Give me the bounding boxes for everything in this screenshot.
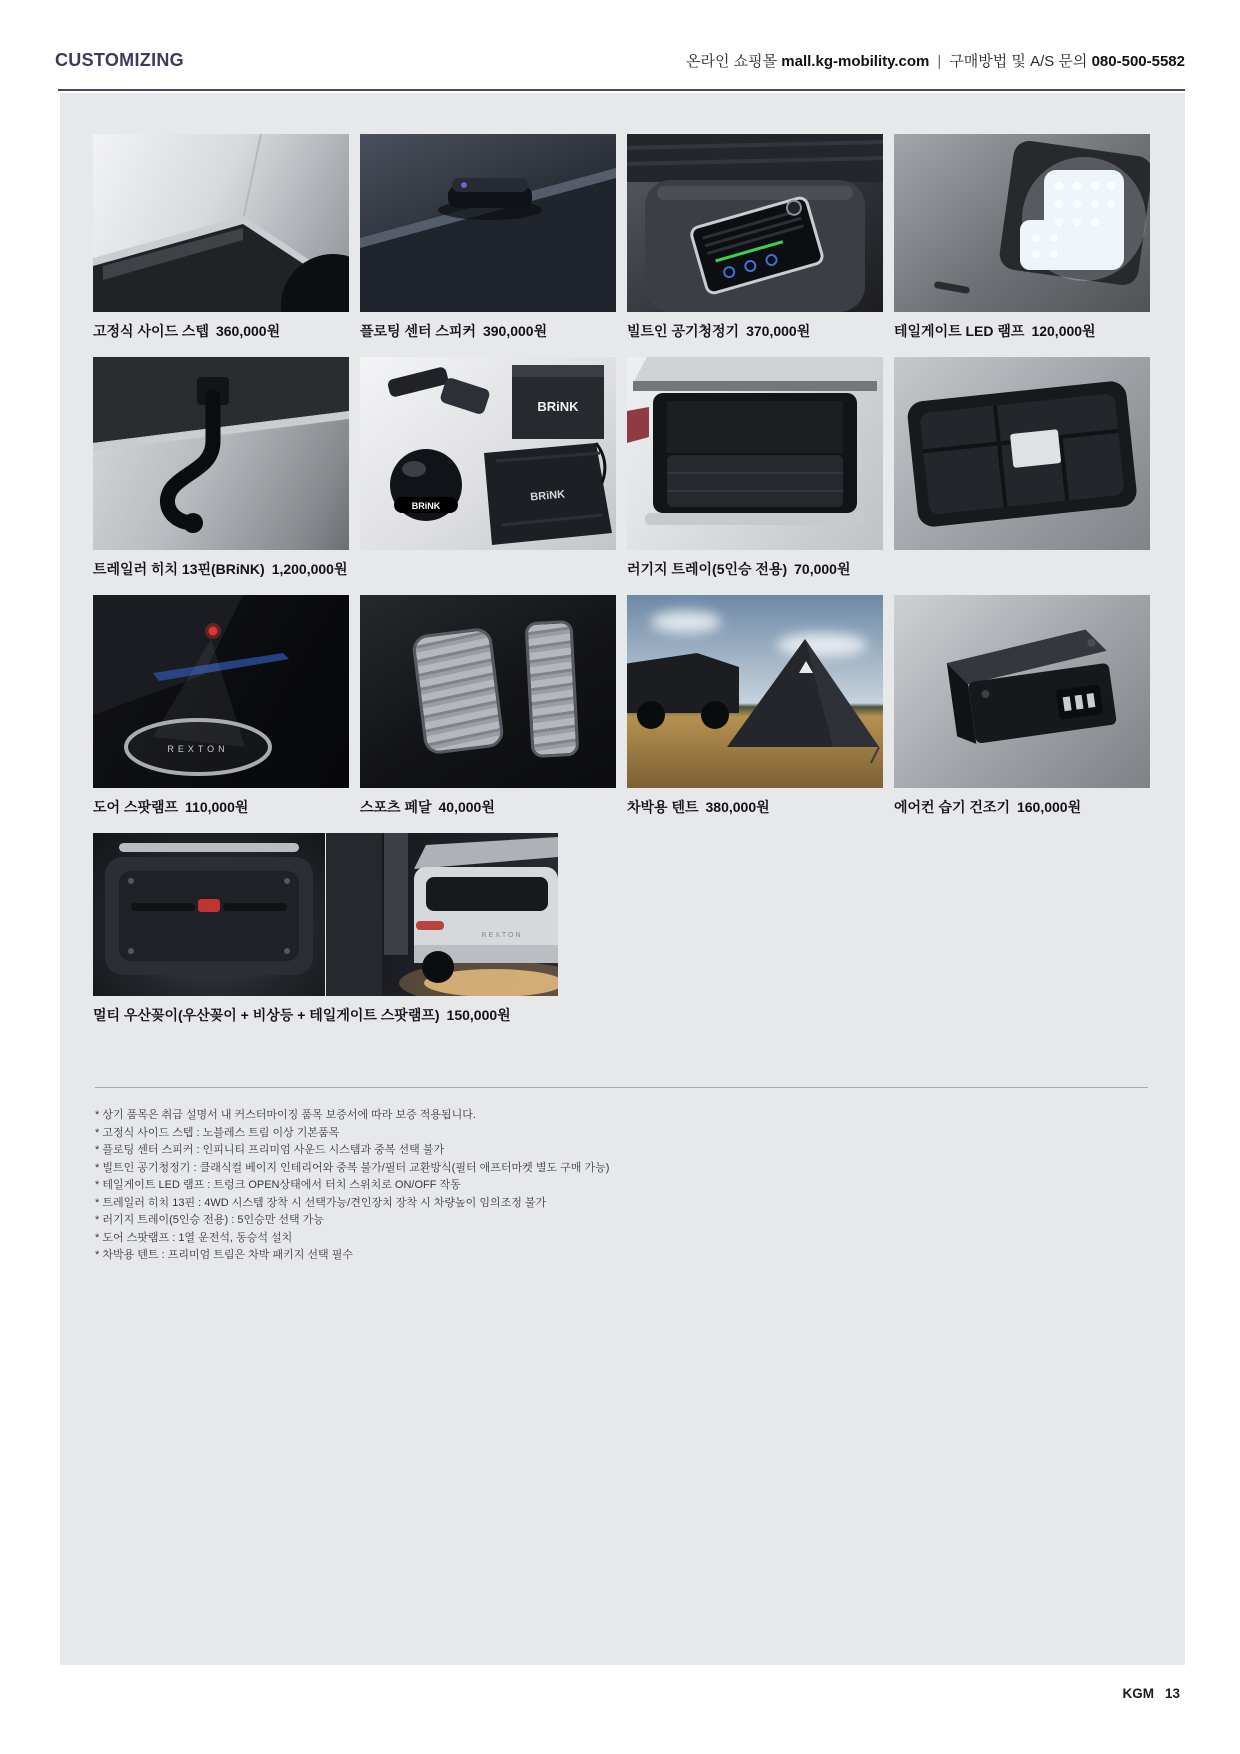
brand-label: KGM (1122, 1686, 1154, 1701)
page-header (55, 50, 1185, 71)
product-caption (93, 797, 349, 817)
brink-ball-logo: BRiNK (411, 501, 441, 511)
product-photo-side-step (93, 134, 349, 312)
product-card (627, 595, 883, 833)
product-caption (93, 1005, 511, 1025)
product-caption (627, 559, 1150, 579)
product-card (360, 134, 616, 357)
tent-illustration (627, 595, 883, 788)
product-row-4 (93, 833, 1185, 996)
product-name: 트레일러 히치 13핀(BRiNK) (93, 561, 265, 577)
umbrella-holder-illustration (93, 833, 325, 996)
product-photo-sport-pedals (360, 595, 616, 788)
product-card (360, 595, 616, 833)
product-row-1 (93, 134, 1185, 357)
product-caption (360, 321, 616, 341)
product-caption (894, 321, 1150, 341)
product-photo-air-purifier (627, 134, 883, 312)
product-card (93, 595, 349, 833)
led-lamp-illustration (894, 134, 1150, 312)
product-name: 차박용 텐트 (627, 799, 699, 815)
product-row-3 (93, 595, 1185, 833)
footnote-line: * 상기 품목은 취급 설명서 내 커스터마이징 품목 보증서에 따라 보증 적용됩니다. (95, 1109, 476, 1121)
product-price: 370,000원 (746, 323, 811, 339)
footnote-line: * 고정식 사이드 스텝 : 노블레스 트림 이상 기본품목 (95, 1126, 340, 1139)
product-name: 스포츠 페달 (360, 799, 432, 815)
content-panel (60, 93, 1185, 1665)
product-card (93, 134, 349, 357)
product-photo-brink-hitch-parts (360, 357, 616, 550)
product-price: 390,000원 (482, 323, 548, 339)
product-photo-luggage-tray-closeup (894, 357, 1150, 550)
separator: | (937, 53, 942, 70)
door-spot-lamp-illustration (93, 595, 349, 788)
product-name: 빌트인 공기청정기 (627, 323, 740, 339)
contact-phone: 080-500-5582 (1091, 53, 1185, 70)
footnote-line: * 플로팅 센터 스피커 : 인피니티 프리미엄 사운드 시스템과 중복 선택 불가 (95, 1144, 445, 1156)
product-caption (93, 321, 349, 341)
product-price: 120,000원 (1031, 323, 1096, 339)
product-row-2 (93, 357, 1185, 550)
product-caption (360, 797, 616, 817)
product-price: 70,000원 (794, 561, 851, 577)
product-name: 도어 스팟램프 (93, 799, 179, 815)
product-card (894, 595, 1150, 833)
product-row-2-captions (93, 550, 1185, 595)
product-photo-tailgate-spot-lamp (326, 833, 558, 996)
product-price: 40,000원 (438, 799, 495, 815)
brake-pedal-shape (411, 627, 505, 756)
footnote-line: * 테일게이트 LED 램프 : 트렁크 OPEN상태에서 터치 스위치로 ON/OFF 작동 (95, 1179, 461, 1191)
header-contact-line (686, 50, 1185, 71)
product-price: 150,000원 (446, 1007, 511, 1023)
tailgate-night-illustration (326, 833, 558, 996)
product-card (894, 134, 1150, 357)
contact-label: 구매방법 및 A/S 문의 (949, 53, 1092, 70)
product-price: 360,000원 (215, 323, 281, 339)
shop-url: mall.kg-mobility.com (781, 53, 930, 70)
product-price: 1,200,000원 (271, 561, 348, 577)
dryer-module-illustration (894, 595, 1150, 788)
air-purifier-illustration (627, 134, 883, 312)
product-photo-luggage-tray-trunk (627, 357, 883, 550)
product-caption (627, 797, 883, 817)
product-name: 플로팅 센터 스피커 (360, 323, 476, 339)
trailer-hitch-illustration (93, 357, 349, 550)
side-step-illustration (93, 134, 349, 312)
notes-divider (95, 1087, 1148, 1088)
brink-box-logo: BRiNK (537, 399, 579, 414)
product-name: 에어컨 습기 건조기 (894, 799, 1010, 815)
footnote-line: * 도어 스팟램프 : 1열 운전석, 동승석 설치 (95, 1231, 293, 1244)
product-photo-door-spot-lamp (93, 595, 349, 788)
brink-bag-logo: BRiNK (529, 488, 566, 504)
rexton-tailgate-logo: REXTON (481, 932, 523, 939)
product-name: 고정식 사이드 스텝 (93, 323, 209, 339)
product-caption (627, 321, 883, 341)
product-photo-ac-dryer-module (894, 595, 1150, 788)
product-price: 110,000원 (185, 799, 249, 815)
brink-parts-illustration (360, 357, 616, 550)
product-name: 러기지 트레이(5인승 전용) (627, 561, 788, 577)
product-photo-trailer-hitch-car (93, 357, 349, 550)
footnote-line: * 트레일러 히치 13핀 : 4WD 시스템 장착 시 선택가능/견인장치 장착 시 차량높이 임의조정 불가 (95, 1196, 547, 1209)
footnote-line: * 러기지 트레이(5인승 전용) : 5인승만 선택 가능 (95, 1214, 324, 1226)
product-price: 160,000원 (1016, 799, 1082, 815)
shop-label: 온라인 쇼핑몰 (686, 53, 782, 70)
product-photo-umbrella-holder (93, 833, 325, 996)
footnote-line: * 빌트인 공기청정기 : 클래식컬 베이지 인테리어와 중복 불가/필터 교환방식(필터 애프터마켓 별도 구매 가능) (95, 1161, 610, 1174)
product-name: 멀티 우산꽂이(우산꽂이 + 비상등 + 테일게이트 스팟램프) (93, 1007, 440, 1023)
page-footer (1122, 1686, 1180, 1701)
page-number: 13 (1164, 1686, 1180, 1701)
rexton-projection-logo: REXTON (167, 744, 229, 754)
product-grid (60, 93, 1185, 1265)
luggage-tray-illustration (894, 357, 1150, 550)
luggage-tray-trunk-illustration (627, 357, 883, 550)
product-name: 테일게이트 LED 램프 (894, 323, 1025, 339)
product-card (627, 134, 883, 357)
product-caption (894, 797, 1150, 817)
product-photo-camping-tent (627, 595, 883, 788)
product-price: 380,000원 (705, 799, 770, 815)
product-caption (93, 559, 616, 579)
product-photo-tailgate-led-lamp (894, 134, 1150, 312)
caption-gap (616, 550, 627, 595)
footnote-line: * 차박용 텐트 : 프리미엄 트림은 차박 패키지 선택 필수 (95, 1249, 353, 1261)
footnotes (95, 1107, 1185, 1265)
header-divider (58, 89, 1185, 91)
page-title: CUSTOMIZING (55, 50, 184, 70)
product-photo-center-speaker (360, 134, 616, 312)
speaker-illustration (360, 134, 616, 312)
product-row-4-caption (93, 996, 1185, 1041)
accelerator-pedal-shape (524, 620, 579, 758)
